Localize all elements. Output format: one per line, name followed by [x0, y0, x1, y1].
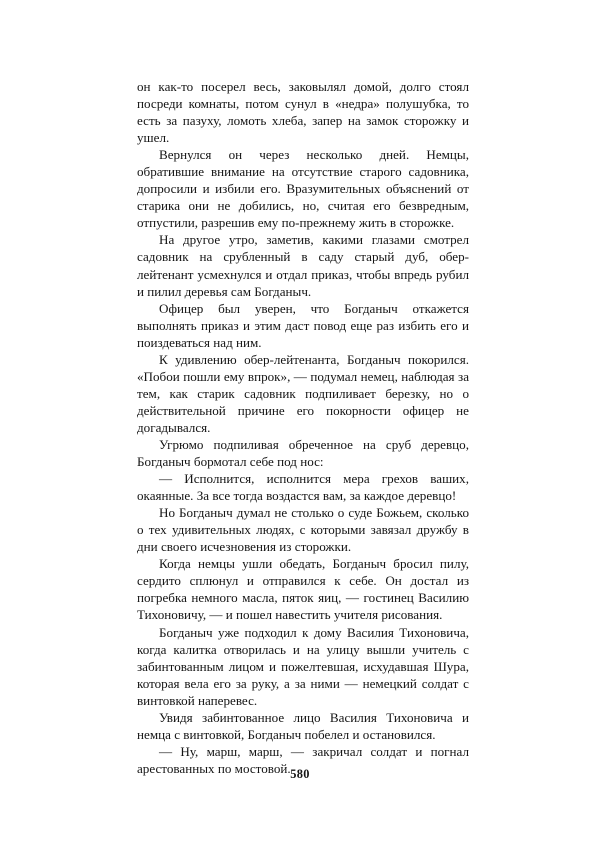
paragraph: Вернулся он через несколько дней. Немцы, обратившие внимание на отсутствие старого садовника, допросили и избили его. Вразумительных объяснений от старика они не добились, но, считая его безвредным, отпустили, разрешив ему по-прежнему жить в сторожке.: [137, 147, 469, 231]
paragraph: он как-то посерел весь, заковылял домой, долго стоял посреди комнаты, потом сунул в «недра» полушубка, то есть за пазуху, ломоть хлеба, запер на замок сторожку и ушел.: [137, 79, 469, 146]
paragraph: Офицер был уверен, что Богданыч откажется выполнять приказ и этим даст повод еще раз избить его и поиздеваться над ним.: [137, 300, 469, 350]
paragraph: На другое утро, заметив, какими глазами смотрел садовник на срубленный в саду старый дуб, обер-лейтенант усмехнулся и отдал приказ, чтобы впредь рубил и пилил деревья сам Богданыч.: [137, 232, 469, 299]
page-text-block: [137, 78, 469, 777]
paragraph: Когда немцы ушли обедать, Богданыч бросил пилу, сердито сплюнул и отправился к себе. Он достал из погребка немного масла, пяток яиц, — гостинец Василию Тихоновичу, — и пошел навестить учителя рисования.: [137, 556, 469, 623]
page-number: 580: [290, 767, 310, 781]
paragraph: Но Богданыч думал не столько о суде Божьем, сколько о тех удивительных людях, с которыми завязал дружбу в дни своего исчезновения из сторожки.: [137, 505, 469, 555]
paragraph: Угрюмо подпиливая обреченное на сруб деревцо, Богданыч бормотал себе под нос:: [137, 436, 469, 470]
paragraph: Увидя забинтованное лицо Василия Тихоновича и немца с винтовкой, Богданыч побелел и остановился.: [137, 709, 469, 742]
paragraph: К удивлению обер-лейтенанта, Богданыч покорился. «Побои пошли ему впрок», — подумал немец, наблюдая за тем, как старик садовник подпиливает березку, но о действительной причине его покорности офицер не догадывался.: [137, 351, 469, 435]
paragraph-dialogue: — Ну, марш, марш, — закричал солдат и погнал арестованных по мостовой.: [137, 743, 469, 776]
paragraph-dialogue: — Исполнится, исполнится мера грехов ваших, окаянные. За все тогда воздастся вам, за каждое деревцо!: [137, 471, 469, 504]
paragraph: Богданыч уже подходил к дому Василия Тихоновича, когда калитка отворилась и на улицу вышли учитель с забинтованным лицом и пожелтевшая, исхудавшая Шура, которая вела его за руку, а за ними — немецкий солдат с винтовкой наперевес.: [137, 624, 469, 708]
